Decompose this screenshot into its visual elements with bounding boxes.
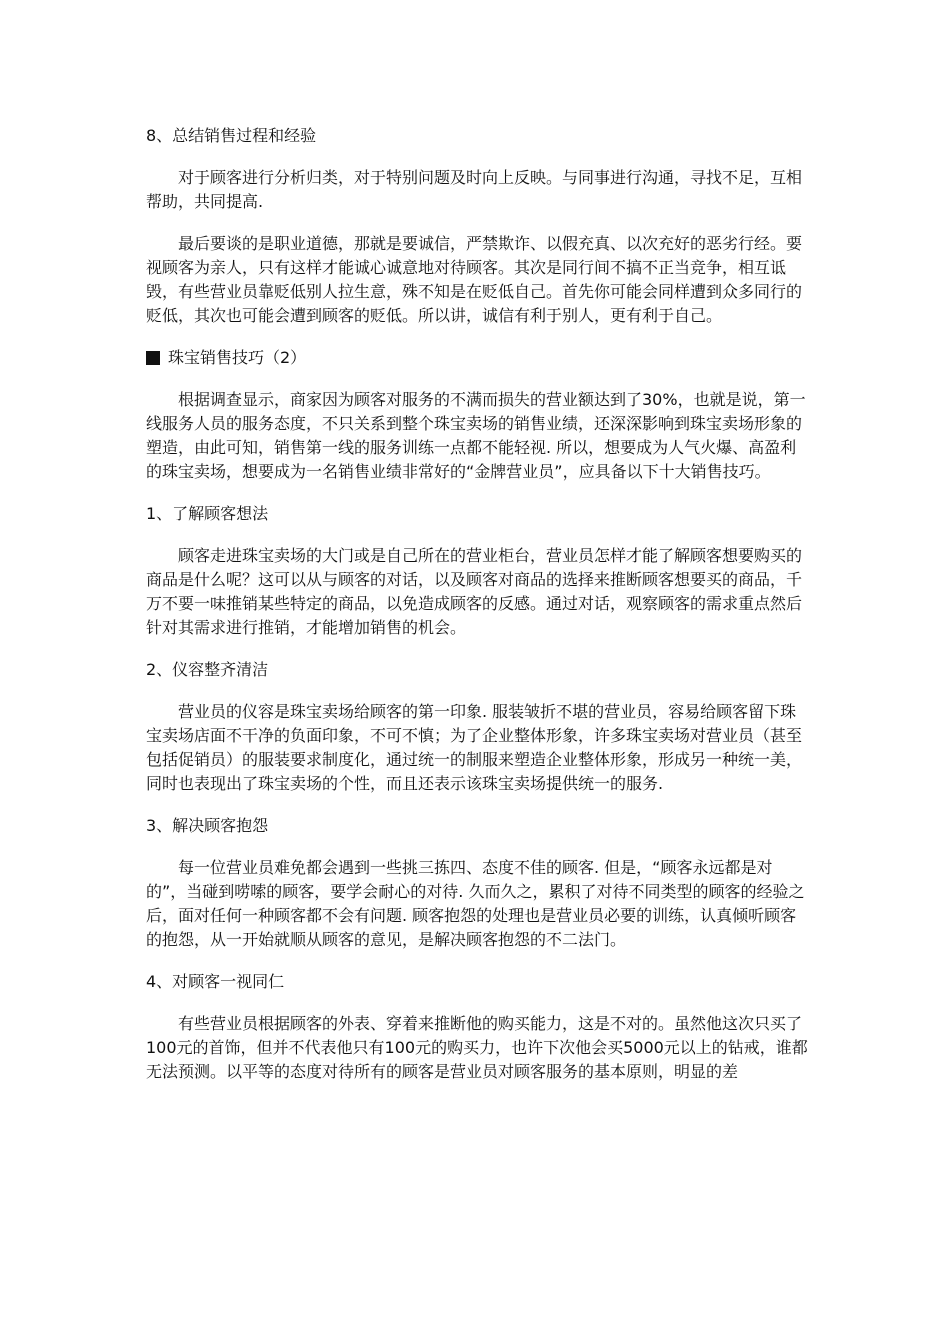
paragraph-2: 营业员的仪容是珠宝卖场给顾客的第一印象. 服装皱折不堪的营业员，容易给顾客留下珠宝卖场店面不干净的负面印象，不可不慎；为了企业整体形象，许多珠宝卖场对营业员（甚至包括促销员）的服装要求制度化，通过统一的制服来塑造企业整体形象，形成另一种统一美，同时也表现出了珠宝卖场的个性，而且还表示该珠宝卖场提供统一的服务. bbox=[146, 702, 803, 793]
paragraph-3: 每一位营业员难免都会遇到一些挑三拣四、态度不佳的顾客. 但是，“顾客永远都是对的”，当碰到唠嗦的顾客，要学会耐心的对待. 久而久之，累积了对待不同类型的顾客的经验之后，面对任何一种顾客都不会有问题. 顾客抱怨的处理也是营业员必要的训练，认真倾听顾客的抱怨，从一开始就顺从顾客的意见，是解决顾客抱怨的不二法门。 bbox=[146, 858, 805, 949]
section-heading-3: 3、解决顾客抱怨 bbox=[146, 816, 269, 835]
paragraph-survey: 根据调查显示，商家因为顾客对服务的不满而损失的营业额达到了30%，也就是说，第一线服务人员的服务态度，不只关系到整个珠宝卖场的销售业绩，还深深影响到珠宝卖场形象的塑造，由此可知，销售第一线的服务训练一点都不能轻视. 所以，想要成为人气火爆、高盈利的珠宝卖场，想要成为一名销售业绩非常好的“金牌营业员”，应具备以下十大销售技巧。 bbox=[146, 390, 806, 481]
paragraph-summary: 对于顾客进行分析归类，对于特别问题及时向上反映。与同事进行沟通，寻找不足，互相帮助，共同提高. bbox=[146, 168, 803, 211]
paragraph-ethics: 最后要谈的是职业道德，那就是要诚信，严禁欺诈、以假充真、以次充好的恶劣行经。要视顾客为亲人，只有这样才能诚心诚意地对待顾客。其次是同行间不搞不正当竞争，相互诋毁，有些营业员靠贬低别人拉生意，殊不知是在贬低自己。首先你可能会同样遭到众多同行的贬低，其次也可能会遭到顾客的贬低。所以讲，诚信有利于别人，更有利于自己。 bbox=[146, 234, 803, 325]
section-heading-2: 2、仪容整齐清洁 bbox=[146, 660, 269, 679]
section-heading-4: 4、对顾客一视同仁 bbox=[146, 972, 285, 991]
paragraph-1: 顾客走进珠宝卖场的大门或是自己所在的营业柜台，营业员怎样才能了解顾客想要购买的商品是什么呢？这可以从与顾客的对话，以及顾客对商品的选择来推断顾客想要买的商品，千万不要一味推销某些特定的商品，以免造成顾客的反感。通过对话，观察顾客的需求重点然后针对其需求进行推销，才能增加销售的机会。 bbox=[146, 546, 803, 637]
section-heading-techniques-label: 珠宝销售技巧（2） bbox=[168, 348, 307, 367]
section-heading-1: 1、了解顾客想法 bbox=[146, 504, 269, 523]
document-body bbox=[146, 124, 810, 1102]
square-bullet-icon bbox=[146, 351, 160, 365]
section-heading-summary: 8、总结销售过程和经验 bbox=[146, 126, 317, 145]
paragraph-4: 有些营业员根据顾客的外表、穿着来推断他的购买能力，这是不对的。虽然他这次只买了100元的首饰，但并不代表他只有100元的购买力，也许下次他会买5000元以上的钻戒，谁都无法预测。以平等的态度对待所有的顾客是营业员对顾客服务的基本原则，明显的差 bbox=[146, 1014, 808, 1081]
section-heading-techniques bbox=[146, 346, 810, 370]
